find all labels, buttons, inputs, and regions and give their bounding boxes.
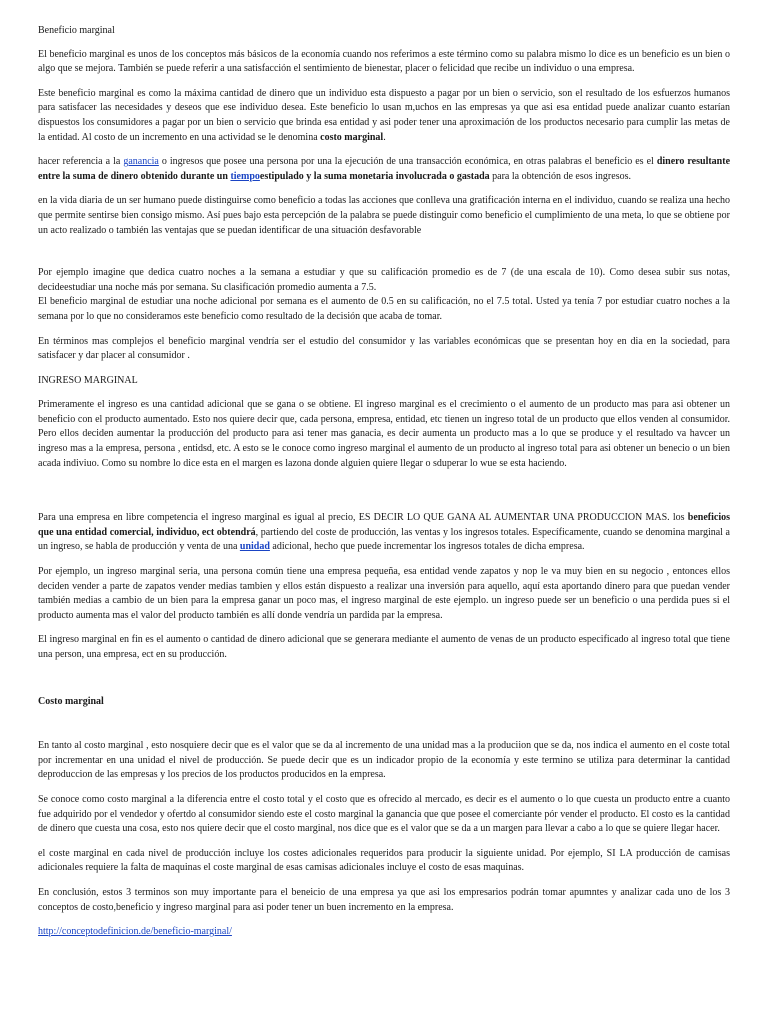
paragraph-1: El beneficio marginal es unos de los conceptos más básicos de la economía cuando nos referimos a este término como su palabra mismo lo dice es un beneficio es un bien o algo que se mejora. También se puede referir a una satisfacción el sentimiento de bienestar, placer o felicidad que recibe un individuo o una empresa. bbox=[38, 48, 730, 75]
paragraph-5b: El beneficio marginal de estudiar una noche adicional por semana es el aumento de 0.5 en su calificación, no el 7.5 total. Usted ya tenía 7 por estudiar cuatro noches a la semana por lo que no consideramos este beneficio como resultado de la decisión que acaba de tomar. bbox=[38, 296, 730, 322]
paragraph-2 bbox=[38, 87, 730, 145]
tiempo-link[interactable]: tiempo bbox=[230, 170, 260, 182]
paragraph-2-bold: costo marginal bbox=[320, 131, 384, 143]
paragraph-6: En términos mas complejos el beneficio marginal vendría ser el estudio del consumidor y las variables económicas que se presentan hoy en dia en la sociedad, para satisfacer y dar placer al consumidor . bbox=[38, 335, 730, 362]
section-heading-ingreso-marginal: INGRESO MARGINAL bbox=[38, 374, 138, 386]
paragraph-8-bold: beneficios que una entidad comercial, individuo, ect obtendrá bbox=[38, 512, 730, 538]
source-link[interactable]: http://conceptodefinicion.de/beneficio-marginal/ bbox=[38, 926, 232, 938]
paragraph-3-text-c: para la obtención de esos ingresos. bbox=[489, 170, 631, 182]
paragraph-5: Por ejemplo imagine que dedica cuatro noches a la semana a estudiar y que su calificación promedio es de 7 (de una escala de 10). Como desea subir sus notas, decideestudiar una noche más por semana. Su clasificación promedio aumenta a 7.5. bbox=[38, 267, 730, 293]
paragraph-2-text: Este beneficio marginal es como la máxima cantidad de dinero que un individuo esta dispuesto a pagar por un bien o servicio, son el resultado de los esfuerzos humanos para satisfacer las necesidades y deseos que ese individuo desea. Este beneficio lo usan m,uchos en las empresas ya que asi esa entidad puede analizar cuanto estarían dispuestos los consumidores a pagar por un bien o servicio que brinda esa entidad y asi poder tener una aproximación de los productos necesario para cumplir las metas de la entidad. Al costo de un incremento en una actividad se le denomina bbox=[38, 87, 730, 143]
unidad-link[interactable]: unidad bbox=[239, 541, 270, 553]
paragraph-8-text-c: adicional, hecho que puede incrementar los ingresos totales de dicha empresa. bbox=[269, 541, 585, 553]
paragraph-3-bold-1: dinero resultante entre la suma de dinero obtenido durante un bbox=[38, 156, 731, 182]
paragraph-3 bbox=[38, 155, 730, 184]
paragraph-10: El ingreso marginal en fin es el aumento o cantidad de dinero adicional que se generara mediante el aumento de venas de un producto especificado al ingreso total que tiene una person, una empresa, ect en su producción. bbox=[38, 634, 730, 660]
paragraph-7: Primeramente el ingreso es una cantidad adicional que se gana o se obtiene. El ingreso marginal es el crecimiento o el aumento de un producto mas para asi obtener un beneficio con el producto aumentado. Esto nos quiere decir que, cada persona, empresa, entidad, etc tienen un ingreso total de un producto que ellos venden al consumidor. Pero ellos deciden aumentar la producción del producto para asi tener mas ganacia, es decir aumenta un producto mas a lo que se produce y el resultado va havcer un ingreso mas a la empresa, persona , entidsd, etc. A esto se le conoce como ingreso marginal el aumento de un producto al ingreso total para asi obtener un benecio o un bien acada indiviuo. Como su nombre lo dice esta en el margen es lazona donde alguien quiere llegar o sduperar lo wue se esta haciendo. bbox=[38, 399, 730, 469]
paragraph-4: en la vida diaria de un ser humano puede distinguirse como beneficio a todas las acciones que conlleva una gratificación interna en el individuo, cuando se realiza una hecho que permite sentirse bien consigo mismo. Así pues bajo esta percepción de la palabra se puede distinguir como beneficio el cumplimiento de una meta, lo que se obtiene por un acto realizado o también las ventajas que se puedan identificar de una situación desfavorable bbox=[38, 195, 730, 236]
paragraph-11: En tanto al costo marginal , esto nosquiere decir que es el valor que se da al incremento de una unidad mas a la produciion que se da, nos indica el aumento en el coste total por incrementar en una unidad el nivel de producción. Se puede decir que es un indicador propio de la economía y este termino se utiliza para determinar la cantidad deproduccion de las empresas y los precios de los productos producidos en la empresa. bbox=[38, 740, 730, 781]
paragraph-3-text-a: hacer referencia a la bbox=[38, 156, 124, 168]
paragraph-14: En conclusión, estos 3 terminos son muy importante para el beneicio de una empresa ya que asi los empresarios podrán tomar apumntes y analizar cada uno de los 3 conceptos de costo,beneficio y ingreso marginal para asi poder tener un buen incremento en la empresa. bbox=[38, 886, 730, 913]
paragraph-3-bold-2: estipulado y la suma monetaria involucrada o gastada bbox=[259, 170, 490, 182]
ganancia-link[interactable]: ganancia bbox=[123, 156, 159, 168]
paragraph-3-text-b: o ingresos que posee una persona por una la ejecución de una transacción económica, en otras palabras el beneficio es el bbox=[158, 156, 657, 168]
paragraph-9: Por ejemplo, un ingreso marginal seria, una persona común tiene una empresa pequeña, esa entidad vende zapatos y nop le va muy bien en su negocio , entonces ellos deciden vender a parte de zapatos vender medias tambien y ellos están dispuesto a realizar una inversión para aquello, aquí esta aportando dinero para que puedan vender también medias a cambio de un bien para la empresa ganar un poco mas, el ingreso marginal de este ejemplo. un ingreso puede ser un beneficio o una perdida pues si el producto aumenta mas el valor del producto también es allí donde vendría un pardida par la empresa. bbox=[38, 566, 730, 621]
paragraph-8-text-b: , partiendo del coste de producción, las ventas y los ingresos totales. Específicamente, cuando se denomina marginal a un ingreso, se habla de producción y venta de una bbox=[38, 526, 730, 553]
paragraph-2-end: . bbox=[383, 131, 386, 143]
paragraph-12: Se conoce como costo marginal a la diferencia entre el costo total y el costo que es ofrecido al mercado, es decir es el aumento o lo que cuesta un producto entre a cuanto fue adquirido por el vendedor y ofertdo al consumidor siendo este el costo marginal la ganancia que que posee el comerciante pór vender el producto. El costo es la cantidad de dinero que cuesta una cosa, esto nos quiere decir que el costo marginal, nos dice que es el valor que se da a un margen para llevar a cabo a lo que se quiere llegar hacer. bbox=[38, 793, 730, 835]
source bbox=[38, 925, 730, 940]
section-heading-costo-marginal: Costo marginal bbox=[38, 695, 104, 707]
paragraph-13: el coste marginal en cada nivel de producción incluye los costes adicionales requeridos para producir la siguiente unidad. Por ejemplo, SI LA producción de camisas adicionales requiere la falta de maquinas el coste marginal de esas camisas adicionales incluye el costo de esas maquinas. bbox=[38, 847, 730, 874]
paragraph-8 bbox=[38, 511, 730, 555]
paragraph-8-text-a: Para una empresa en libre competencia el ingreso marginal es igual al precio, ES DECIR LO QUE GANA AL AUMENTAR UNA PRODUCCION MAS. los bbox=[38, 512, 688, 524]
page-title: Beneficio marginal bbox=[38, 25, 115, 36]
